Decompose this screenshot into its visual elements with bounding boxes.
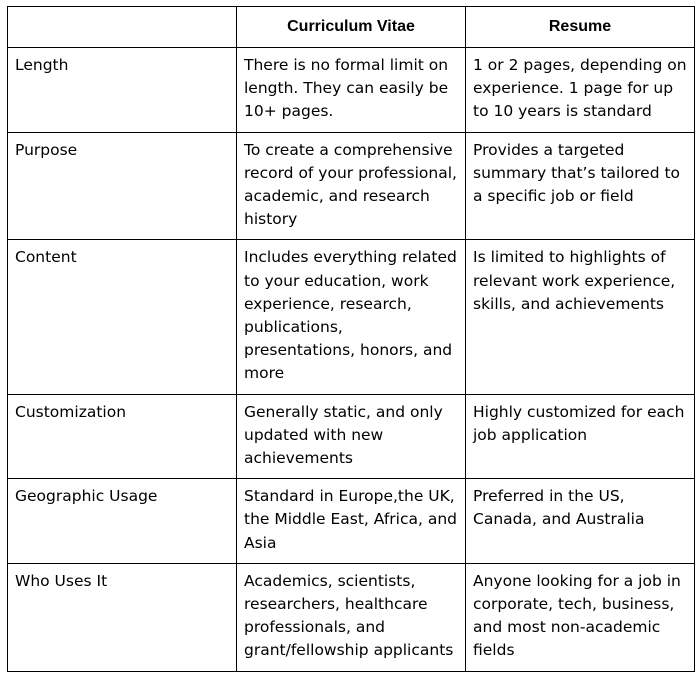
table-row [8,563,695,671]
row-label: Purpose [8,132,237,240]
cv-cell: Includes everything related to your education, work experience, research, publications, presentations, honors, and more [237,240,466,394]
resume-cell: Anyone looking for a job in corporate, tech, business, and most non-academic fields [466,563,695,671]
table-row [8,479,695,564]
table-row [8,394,695,479]
row-label: Who Uses It [8,563,237,671]
resume-cell: Highly customized for each job application [466,394,695,479]
row-label: Customization [8,394,237,479]
table-row [8,240,695,394]
cv-cell: To create a comprehensive record of your professional, academic, and research history [237,132,466,240]
row-label: Length [8,48,237,133]
cv-cell: There is no formal limit on length. They can easily be 10+ pages. [237,48,466,133]
row-label: Content [8,240,237,394]
resume-cell: Provides a targeted summary that’s tailored to a specific job or field [466,132,695,240]
header-curriculum-vitae: Curriculum Vitae [237,7,466,48]
header-blank [8,7,237,48]
resume-cell: Preferred in the US, Canada, and Australia [466,479,695,564]
comparison-table-wrapper [7,6,695,672]
resume-cell: 1 or 2 pages, depending on experience. 1 page for up to 10 years is standard [466,48,695,133]
row-label: Geographic Usage [8,479,237,564]
cv-vs-resume-table [7,6,695,672]
table-header-row [8,7,695,48]
table-row [8,132,695,240]
cv-cell: Standard in Europe,the UK, the Middle East, Africa, and Asia [237,479,466,564]
resume-cell: Is limited to highlights of relevant work experience, skills, and achievements [466,240,695,394]
cv-cell: Academics, scientists, researchers, healthcare professionals, and grant/fellowship applicants [237,563,466,671]
table-row [8,48,695,133]
header-resume: Resume [466,7,695,48]
cv-cell: Generally static, and only updated with new achievements [237,394,466,479]
